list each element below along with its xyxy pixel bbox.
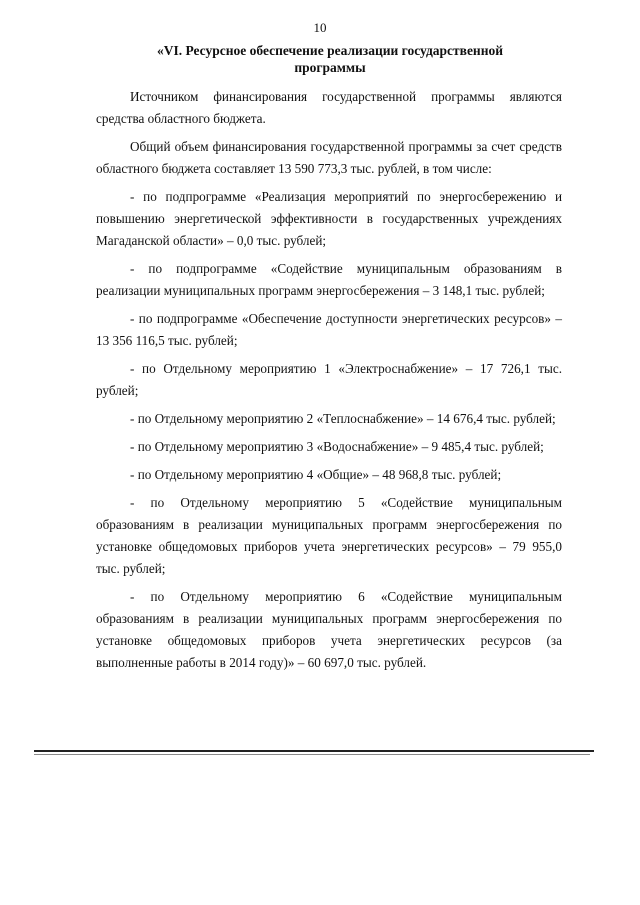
list-item-subprogram-3: - по подпрограмме «Обеспечение доступности энергетических ресурсов» – 13 356 116,5 тыс. рублей; <box>96 311 562 348</box>
list-item-subprogram-2: - по подпрограмме «Содействие муниципальным образованиям в реализации муниципальных программ энергосбережения – 3 148,1 тыс. рублей; <box>96 261 562 298</box>
list-item-measure-3: - по Отдельному мероприятию 3 «Водоснабжение» – 9 485,4 тыс. рублей; <box>130 439 544 454</box>
list-item-measure-1: - по Отдельному мероприятию 1 «Электроснабжение» – 17 726,1 тыс. рублей; <box>96 361 562 398</box>
section-title-line-2: программы <box>294 60 366 75</box>
list-item-measure-4: - по Отдельному мероприятию 4 «Общие» – 48 968,8 тыс. рублей; <box>130 467 502 482</box>
paragraph-funding-source: Источником финансирования государственной программы являются средства областного бюджета. <box>96 89 562 126</box>
bottom-divider-shadow <box>34 754 590 755</box>
section-title <box>100 42 560 76</box>
list-item-measure-6: - по Отдельному мероприятию 6 «Содействие муниципальным образованиям в реализации муниципальных программ энергосбережения по установке общедомовых приборов учета энергетических ресурсов (за выполненные работы в 2014 году)» – 60 697,0 тыс. рублей. <box>96 589 562 670</box>
bottom-divider <box>34 750 594 752</box>
page-number: 10 <box>313 20 327 35</box>
list-item-measure-2: - по Отдельному мероприятию 2 «Теплоснабжение» – 14 676,4 тыс. рублей; <box>130 411 556 426</box>
list-item-measure-5: - по Отдельному мероприятию 5 «Содействие муниципальным образованиям в реализации муниципальных программ энергосбережения по установке общедомовых приборов учета энергетических ресурсов» – 79 955,0 тыс. рублей; <box>96 495 562 576</box>
paragraph-total-funding: Общий объем финансирования государственной программы за счет средств областного бюджета составляет 13 590 773,3 тыс. рублей, в том числе: <box>96 139 562 176</box>
section-title-line-1: «VI. Ресурсное обеспечение реализации государственной <box>156 43 504 58</box>
list-item-subprogram-1: - по подпрограмме «Реализация мероприятий по энергосбережению и повышению энергетической эффективности в государственных учреждениях Магаданской области» – 0,0 тыс. рублей; <box>96 189 562 248</box>
document-body <box>96 86 562 674</box>
